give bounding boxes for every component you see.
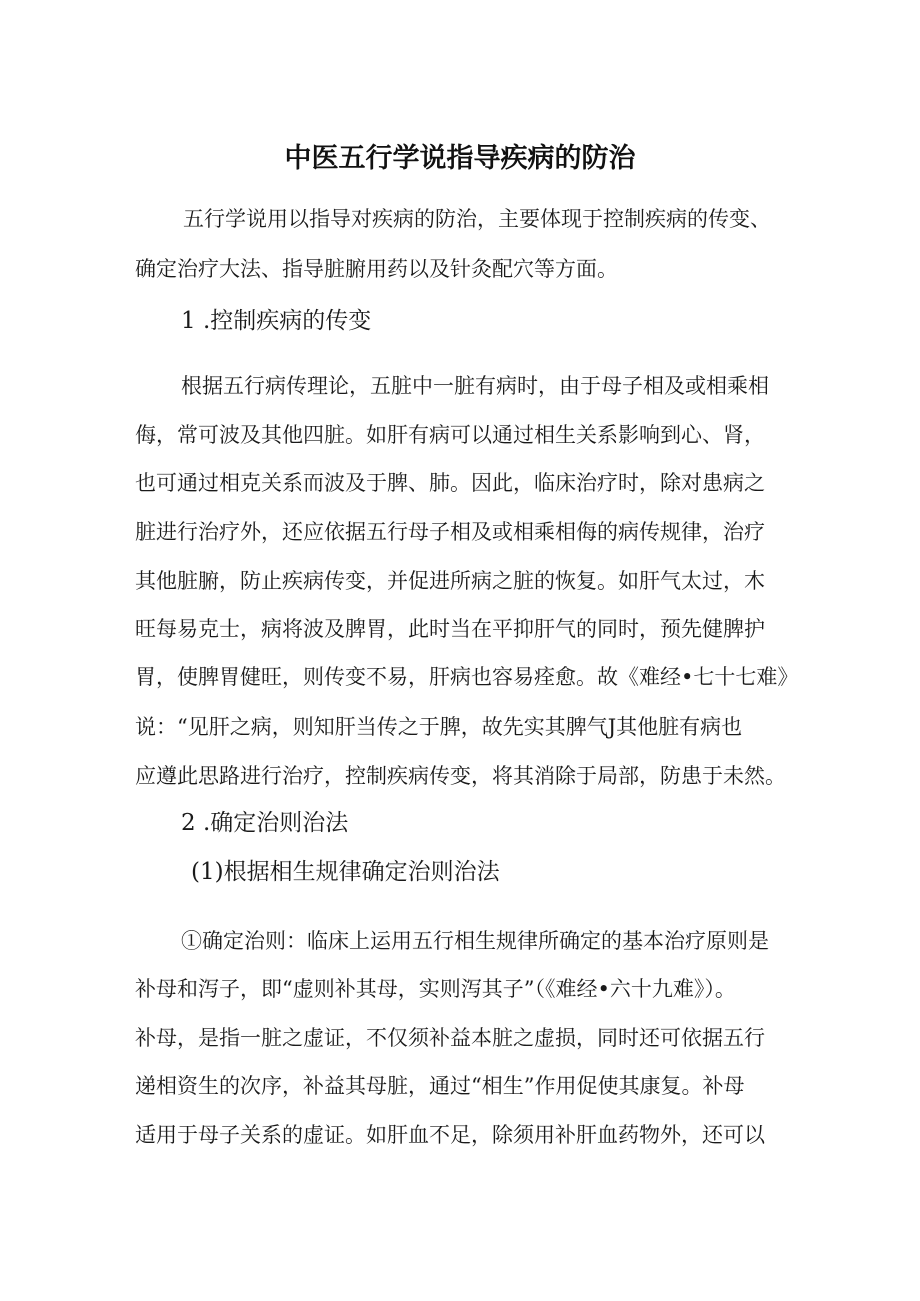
section-1-line-7: 胃，使脾胃健旺，则传变不易，肝病也容易痊愈。故《难经•七十七难》 [135,665,799,689]
section-2-line-2: 补母和泻子，即“虚则补其母，实则泻其子”（《难经•六十九难》）。 [135,977,736,1001]
section-1-line-2: 侮，常可波及其他四脏。如肝有病可以通过相生关系影响到心、肾， [135,423,765,447]
section-2-line-1: ①确定治则：临床上运用五行相生规律所确定的基本治疗原则是 [181,929,769,953]
intro-line-1: 五行学说用以指导对疾病的防治，主要体现于控制疾病的传变、 [183,207,771,231]
section-1-line-5: 其他脏腑，防止疾病传变，并促进所病之脏的恢复。如肝气太过，木 [135,569,765,593]
intro-line-2: 确定治疗大法、指导脏腑用药以及针灸配穴等方面。 [135,257,618,281]
section-1-line-6: 旺每易克士，病将波及脾胃，此时当在平抑肝气的同时，预先健脾护 [135,617,765,641]
section-1-line-9: 应遵此思路进行治疗，控制疾病传变，将其消除于局部，防患于未然。 [135,764,786,788]
section-2-subheading: (1)根据相生规律确定治则治法 [191,859,500,885]
section-2-heading: 2 .确定治则治法 [181,810,349,836]
section-2-line-4: 递相资生的次序，补益其母脏，通过“相生”作用促使其康复。补母 [135,1074,745,1098]
section-1-heading: 1 .控制疾病的传变 [181,308,372,334]
section-1-line-3: 也可通过相克关系而波及于脾、肺。因此，临床治疗时，除对患病之 [135,471,765,495]
section-1-line-4: 脏进行治疗外，还应依据五行母子相及或相乘相侮的病传规律，治疗 [135,520,765,544]
section-1-line-8: 说：“见肝之病，则知肝当传之于脾，故先实其脾气J其他脏有病也 [135,715,743,739]
document-title: 中医五行学说指导疾病的防治 [284,143,636,174]
section-2-line-3: 补母，是指一脏之虚证，不仅须补益本脏之虚损，同时还可依据五行 [135,1026,765,1050]
section-2-line-5: 适用于母子关系的虚证。如肝血不足，除须用补肝血药物外，还可以 [135,1123,765,1147]
section-1-line-1: 根据五行病传理论，五脏中一脏有病时，由于母子相及或相乘相 [181,374,769,398]
